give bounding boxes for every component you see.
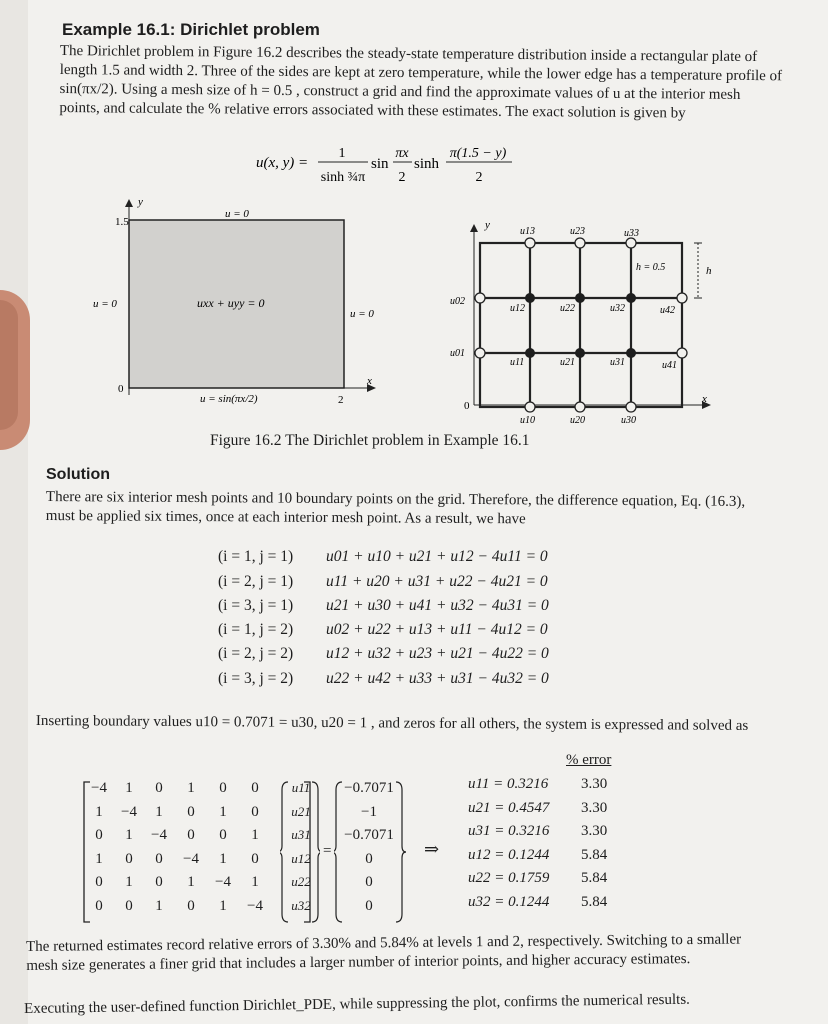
- svg-text:u21: u21: [560, 357, 575, 368]
- formula-frac3-den: 2: [475, 170, 483, 185]
- matrix-cell: 0: [155, 850, 163, 867]
- matrix-cell: −4: [183, 850, 199, 867]
- equation-row: (i = 2, j = 2) u12 + u32 + u23 + u21 − 4u22 = 0: [218, 645, 549, 662]
- unknown-cell: u11: [291, 780, 311, 795]
- matrix-cell: 1: [251, 874, 259, 890]
- rhs-cell: −0.7071: [344, 780, 394, 796]
- formula-sinh: sinh: [414, 156, 440, 172]
- plate-left-bc: u = 0: [93, 298, 117, 310]
- formula-frac1-num: 1: [338, 146, 346, 161]
- unknown-cell: u22: [291, 874, 311, 889]
- plate-bottom-bc: u = sin(πx/2): [200, 393, 258, 405]
- matrix-cell: 1: [187, 780, 195, 796]
- result-value: u11 = 0.3216: [468, 776, 549, 792]
- solution-title: Solution: [46, 466, 110, 483]
- formula-frac2-num: πx: [395, 146, 409, 161]
- exact-solution-formula: [250, 140, 520, 192]
- rhs-cell: 0: [365, 874, 373, 890]
- plate-x-label: x: [367, 375, 372, 387]
- implies-arrow: ⇒: [424, 839, 440, 859]
- example-title: Example 16.1: Dirichlet problem: [62, 20, 320, 39]
- closing-line-3: Executing the user-defined function Dirichlet_PDE, while suppressing the plot, confirms the numerical results.: [24, 991, 690, 1017]
- mesh-node-labels: [450, 226, 677, 425]
- intro-line-2: length 1.5 and width 2. Three of the sides are kept at zero temperature, while the lower edge has a temperature profile of: [59, 61, 783, 85]
- closing-line-2: mesh size generates a finer grid that includes a larger number of interior points, and higher accuracy estimates.: [26, 951, 691, 974]
- solution-line-1: There are six interior mesh points and 10 boundary points on the grid. Therefore, the difference equation, Eq. (16.3),: [45, 488, 746, 510]
- matrix-cell: 0: [251, 850, 259, 867]
- result-error: 3.30: [581, 799, 608, 816]
- mesh-h-side-label: h: [706, 265, 712, 277]
- rhs-vector: [334, 778, 406, 928]
- matrix-cell: 0: [251, 780, 259, 796]
- formula-frac3-num: π(1.5 − y): [449, 146, 507, 161]
- svg-text:u22: u22: [560, 303, 575, 314]
- finger-shadow: [0, 300, 18, 430]
- matrix-cell: −4: [91, 780, 107, 796]
- result-value: u12 = 0.1244: [468, 846, 550, 863]
- matrix-cell: 0: [95, 827, 103, 843]
- result-value: u31 = 0.3216: [468, 823, 550, 839]
- matrix-cell: −4: [121, 803, 137, 820]
- rhs-cell: 0: [365, 897, 373, 914]
- result-error: 3.30: [581, 823, 608, 839]
- rhs-cell: −1: [361, 803, 377, 820]
- rhs-cell: 0: [365, 850, 373, 867]
- result-error: 3.30: [581, 776, 608, 792]
- matrix-cell: 0: [95, 874, 103, 890]
- formula-frac1-den: sinh ¾π: [320, 170, 366, 185]
- svg-text:u12: u12: [510, 303, 525, 314]
- matrix-cell: 0: [125, 850, 133, 867]
- plate-right-bc: u = 0: [350, 308, 374, 320]
- result-value: u21 = 0.4547: [468, 799, 550, 816]
- svg-text:u33: u33: [624, 228, 639, 239]
- equals-sign: =: [323, 843, 332, 859]
- matrix-cell: 0: [251, 803, 259, 820]
- plate-tick-15: 1.5: [115, 216, 129, 228]
- solution-paragraph: [46, 488, 796, 531]
- svg-text:u02: u02: [450, 296, 465, 307]
- matrix-cell: 1: [219, 897, 227, 914]
- unknown-cell: u21: [291, 803, 311, 819]
- matrix-cell: 0: [187, 827, 195, 843]
- matrix-cell: 1: [155, 803, 163, 820]
- formula-sin: sin: [371, 156, 389, 172]
- result-value: u32 = 0.1244: [468, 893, 550, 910]
- matrix-cell: 0: [187, 897, 195, 914]
- equation-row: (i = 1, j = 1) u01 + u10 + u21 + u12 − 4u11 = 0: [218, 548, 548, 565]
- svg-text:u41: u41: [662, 360, 677, 371]
- matrix-cell: 0: [125, 897, 133, 914]
- matrix-cell: 1: [187, 874, 195, 890]
- svg-text:u30: u30: [621, 415, 636, 425]
- matrix-cell: 1: [219, 850, 227, 867]
- plate-pde: uxx + uyy = 0: [197, 296, 265, 310]
- mesh-y-arrow: [470, 224, 478, 232]
- solution-line-2: must be applied six times, once at each interior mesh point. As a result, we have: [45, 507, 526, 528]
- svg-text:u20: u20: [570, 415, 585, 425]
- unknown-cell: u12: [291, 850, 311, 866]
- equation-row: (i = 3, j = 2) u22 + u42 + u33 + u31 − 4u32 = 0: [218, 670, 549, 687]
- matrix-cell: 0: [187, 803, 195, 820]
- insert-boundary-text: Inserting boundary values u10 = 0.7071 = u30, u20 = 1 , and zeros for all others, the system is expressed and solved as: [35, 713, 749, 734]
- intro-line-3: sin(πx/2). Using a mesh size of h = 0.5 , construct a grid and find the approximate values of u at the interior mesh: [59, 80, 741, 103]
- rhs-cell: −0.7071: [344, 827, 394, 843]
- equation-row: (i = 3, j = 1) u21 + u30 + u41 + u32 − 4u31 = 0: [218, 597, 549, 614]
- matrix-cell: −4: [215, 874, 231, 890]
- plate-top-bc: u = 0: [225, 208, 249, 220]
- matrix-cell: 0: [95, 897, 103, 914]
- matrix-cell: 1: [95, 850, 103, 867]
- figure-caption: Figure 16.2 The Dirichlet problem in Example 16.1: [210, 432, 530, 449]
- unknown-cell: u31: [291, 827, 311, 842]
- svg-text:u13: u13: [520, 226, 535, 237]
- matrix-cell: −4: [247, 897, 263, 914]
- matrix-cell: 1: [125, 827, 133, 843]
- mesh-origin: 0: [464, 400, 470, 412]
- unknown-vector: [280, 778, 320, 928]
- matrix-cell: 1: [219, 803, 227, 820]
- svg-text:u11: u11: [510, 357, 525, 368]
- plate-figure: [80, 195, 390, 410]
- error-header: % error: [566, 752, 612, 768]
- equation-row: (i = 1, j = 2) u02 + u22 + u13 + u11 − 4u12 = 0: [218, 621, 548, 638]
- formula-frac2-den: 2: [398, 170, 406, 185]
- intro-line-4: points, and calculate the % relative errors associated with these estimates. The exact solution is given by: [59, 99, 686, 122]
- mesh-grid-figure: [440, 210, 730, 425]
- matrix-cell: 0: [219, 827, 227, 843]
- plate-tick-2: 2: [338, 394, 344, 406]
- matrix-cell: 0: [155, 874, 163, 890]
- matrix-cell: 0: [219, 780, 227, 796]
- svg-text:u01: u01: [450, 348, 465, 359]
- plate-tick-0: 0: [118, 383, 124, 395]
- svg-text:u32: u32: [610, 303, 625, 314]
- intro-line-1: The Dirichlet problem in Figure 16.2 describes the steady-state temperature distribution inside a rectangular plate of: [59, 42, 758, 66]
- mesh-h-label: h = 0.5: [636, 262, 666, 273]
- matrix-cell: −4: [151, 827, 167, 843]
- result-error: 5.84: [581, 893, 608, 910]
- matrix-cell: 0: [155, 780, 163, 796]
- closing-line-1: The returned estimates record relative errors of 3.30% and 5.84% at levels 1 and 2, respectively. Switching to a smaller: [26, 931, 742, 955]
- formula-lhs: u(x, y) =: [256, 155, 309, 171]
- plate-y-arrow: [125, 199, 133, 207]
- matrix-cell: 1: [125, 780, 133, 796]
- svg-text:u42: u42: [660, 305, 675, 316]
- unknown-cell: u32: [291, 897, 311, 913]
- result-error: 5.84: [581, 870, 608, 886]
- result-value: u22 = 0.1759: [468, 870, 550, 886]
- equation-row: (i = 2, j = 1) u11 + u20 + u31 + u22 − 4u21 = 0: [218, 573, 548, 590]
- svg-text:u31: u31: [610, 357, 625, 368]
- mesh-x-label: x: [702, 393, 707, 405]
- mesh-y-label: y: [485, 219, 490, 231]
- svg-text:u23: u23: [570, 226, 585, 237]
- matrix-cell: 1: [155, 897, 163, 914]
- matrix-cell: 1: [95, 803, 103, 820]
- result-error: 5.84: [581, 846, 608, 863]
- plate-y-label: y: [138, 196, 143, 208]
- matrix-cell: 1: [251, 827, 259, 843]
- matrix-cell: 1: [125, 874, 133, 890]
- intro-paragraph: [59, 42, 795, 124]
- svg-text:u10: u10: [520, 415, 535, 425]
